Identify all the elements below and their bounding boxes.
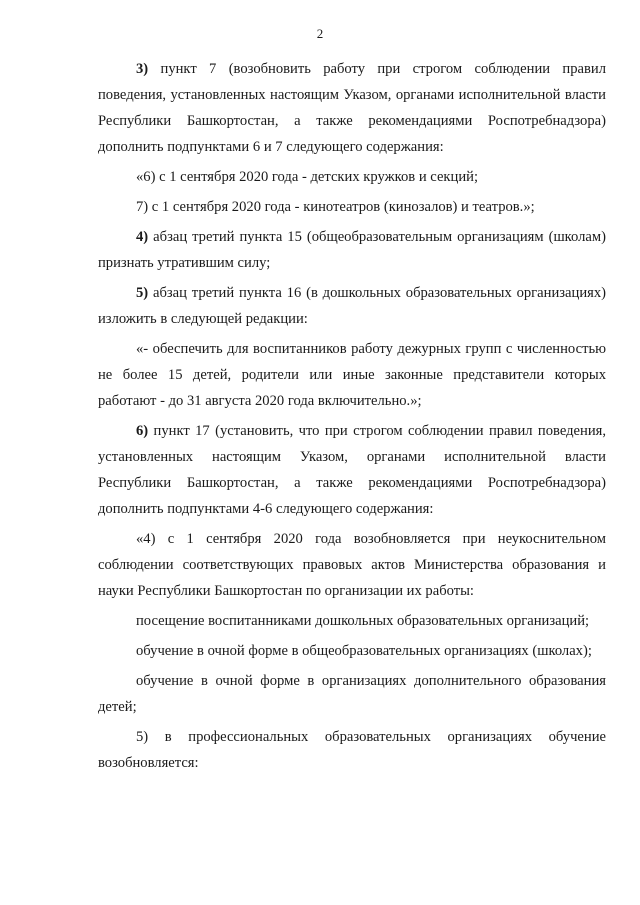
- paragraph: [98, 336, 606, 414]
- item-number: 6): [136, 423, 149, 439]
- item-number: 5): [136, 285, 149, 301]
- paragraph: [98, 724, 606, 776]
- document-body: [98, 56, 606, 780]
- paragraph: [98, 280, 606, 332]
- paragraph-text: «6) с 1 сентября 2020 года - детских кружков и секций;: [136, 169, 479, 185]
- page-number: 2: [316, 26, 324, 41]
- paragraph: [98, 668, 606, 720]
- paragraph-text: абзац третий пункта 15 (общеобразовательным организациям (школам) признать утратившим силу;: [98, 229, 606, 271]
- paragraph-text: 7) с 1 сентября 2020 года - кинотеатров (кинозалов) и театров.»;: [136, 199, 535, 215]
- paragraph: [98, 418, 606, 522]
- paragraph-text: посещение воспитанниками дошкольных образовательных организаций;: [136, 613, 590, 629]
- paragraph-text: «- обеспечить для воспитанников работу дежурных групп с численностью не более 15 детей, родители или иные законные представители которых работают - до 31 августа 2020 года включительно.»;: [98, 341, 606, 409]
- paragraph: [98, 224, 606, 276]
- item-number: 3): [136, 61, 149, 77]
- paragraph-text: обучение в очной форме в организациях дополнительного образования детей;: [98, 673, 606, 715]
- paragraph-text: пункт 7 (возобновить работу при строгом соблюдении правил поведения, установленных настоящим Указом, органами исполнительной власти Республики Башкортостан, а также рекомендациями Роспотребнадзора) дополнить подпунктами 6 и 7 следующего содержания:: [98, 61, 606, 155]
- paragraph: [98, 526, 606, 604]
- paragraph: [98, 56, 606, 160]
- paragraph: [98, 638, 606, 664]
- paragraph: [98, 164, 606, 190]
- paragraph-text: «4) с 1 сентября 2020 года возобновляется при неукоснительном соблюдении соответствующих правовых актов Министерства образования и науки Республики Башкортостан по организации их работы:: [98, 531, 606, 599]
- paragraph: [98, 194, 606, 220]
- paragraph: [98, 608, 606, 634]
- paragraph-text: абзац третий пункта 16 (в дошкольных образовательных организациях) изложить в следующей редакции:: [98, 285, 606, 327]
- paragraph-text: обучение в очной форме в общеобразовательных организациях (школах);: [136, 643, 592, 659]
- paragraph-text: пункт 17 (установить, что при строгом соблюдении правил поведения, установленных настоящим Указом, органами исполнительной власти Республики Башкортостан, а также рекомендациями Роспотребнадзора) дополнить подпунктами 4-6 следующего содержания:: [98, 423, 606, 517]
- paragraph-text: 5) в профессиональных образовательных организациях обучение возобновляется:: [98, 729, 606, 771]
- item-number: 4): [136, 229, 149, 245]
